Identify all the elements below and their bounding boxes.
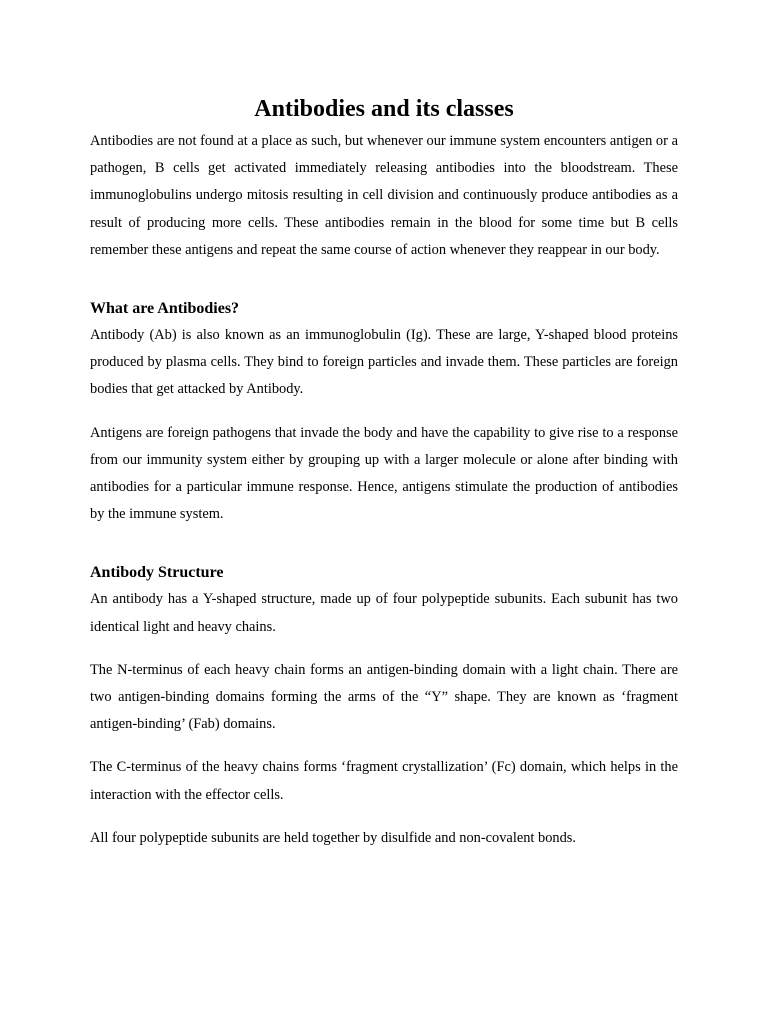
paragraph-c-terminus: The C-terminus of the heavy chains forms ‘fragment crystallization’ (Fc) domain, which helps in the interaction with the effector cells. — [90, 759, 678, 803]
section-heading-antibody-structure: Antibody Structure — [90, 564, 224, 582]
paragraph-antigens: Antigens are foreign pathogens that invade the body and have the capability to give rise to a response from our immunity system either by grouping up with a larger molecule or alone after binding with antibodies for a particular immune response. Hence, antigens stimulate the production of antibodies by the immune system. — [90, 424, 678, 523]
section-heading-what-are-antibodies: What are Antibodies? — [90, 300, 240, 318]
intro-paragraph: Antibodies are not found at a place as such, but whenever our immune system encounters antigen or a pathogen, B cells get activated immediately releasing antibodies into the bloodstream. These immunoglobulins undergo mitosis resulting in cell division and continuously produce antibodies as a result of producing more cells. These antibodies remain in the blood for some time but B cells remember these antigens and repeat the same course of action whenever they reappear in our body. — [90, 133, 678, 258]
paragraph-antibody-definition: Antibody (Ab) is also known as an immunoglobulin (Ig). These are large, Y-shaped blood proteins produced by plasma cells. They bind to foreign particles and invade them. These particles are foreign bodies that get attacked by Antibody. — [90, 327, 678, 398]
paragraph-n-terminus: The N-terminus of each heavy chain forms an antigen-binding domain with a light chain. There are two antigen-binding domains forming the arms of the “Y” shape. They are known as ‘fragment antigen-binding’ (Fab) domains. — [90, 661, 678, 733]
paragraph-y-shaped-structure: An antibody has a Y-shaped structure, made up of four polypeptide subunits. Each subunit has two identical light and heavy chains. — [90, 591, 678, 635]
paragraph-bonds: All four polypeptide subunits are held together by disulfide and non-covalent bonds. — [90, 829, 576, 846]
page-title: Antibodies and its classes — [254, 96, 514, 122]
